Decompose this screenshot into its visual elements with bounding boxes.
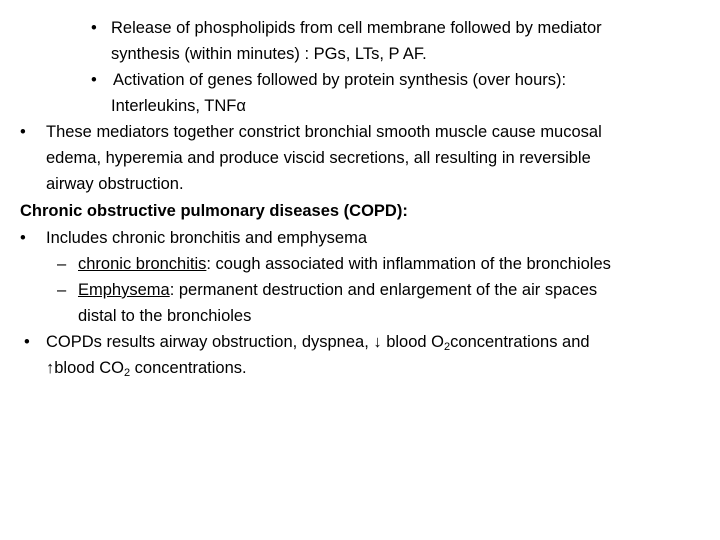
text-line-emphysema xyxy=(78,280,597,300)
definition-chronic-bronchitis: : cough associated with inflammation of the bronchioles xyxy=(206,255,611,273)
dash-marker: – xyxy=(57,281,67,299)
bullet-marker: • xyxy=(24,333,30,351)
term-chronic-bronchitis: chronic bronchitis xyxy=(78,255,207,273)
section-heading-copd: Chronic obstructive pulmonary diseases (COPD): xyxy=(20,202,408,220)
dash-marker: – xyxy=(57,255,67,273)
bullet-marker: • xyxy=(91,71,97,89)
term-emphysema: Emphysema xyxy=(78,281,170,299)
bullet-marker: • xyxy=(20,123,26,141)
text-line-interleukins: Interleukins, TNFα xyxy=(111,97,246,115)
text-line-activation: Activation of genes followed by protein synthesis (over hours): xyxy=(113,71,567,89)
text-line-co2: ↑blood $CO_2$ concentrations. xyxy=(46,359,247,379)
text-line-edema: edema, hyperemia and produce viscid secretions, all resulting in reversible xyxy=(46,149,591,167)
text-line-copds: COPDs results airway obstruction, dyspnea, ↓ blood $O_2concentrations$ and xyxy=(46,333,590,353)
bullet-marker: • xyxy=(91,19,97,37)
bullet-marker: • xyxy=(20,229,26,247)
text-line-chronic-bronchitis xyxy=(78,254,611,274)
text-line-airway: airway obstruction. xyxy=(46,175,184,193)
text-line-synthesis: synthesis (within minutes) : PGs, LTs, P AF. xyxy=(111,45,427,63)
definition-emphysema: : permanent destruction and enlargement of the air spaces xyxy=(169,281,598,299)
text-line-mediators: These mediators together constrict bronchial smooth muscle cause mucosal xyxy=(46,123,602,141)
text-line-includes: Includes chronic bronchitis and emphysema xyxy=(46,229,368,247)
text-line-distal: distal to the bronchioles xyxy=(78,307,252,325)
text-line-phospholipids: Release of phospholipids from cell membrane followed by mediator xyxy=(111,19,602,37)
